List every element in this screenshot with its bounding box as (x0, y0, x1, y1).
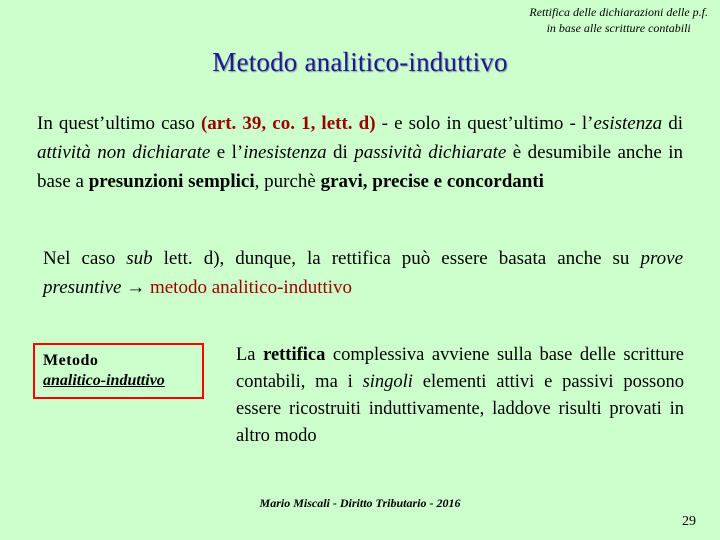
text-span: , purchè (254, 171, 321, 192)
arrow-icon: → (121, 277, 150, 298)
box-line-1: Metodo (43, 352, 99, 369)
text-span: elementi attivi e passivi possono essere ricostruiti induttivamente, laddove risulti provati in altro modo (236, 372, 684, 446)
emphasis-prove: prove presuntive (43, 248, 684, 298)
slide-footer: Mario Miscali - Diritto Tributario - 2016 (259, 496, 461, 510)
text-span: - e solo in quest’ultimo - l’ (375, 113, 594, 134)
emphasis-attivita: attività non dichiarate (37, 142, 211, 163)
page-number: 29 (682, 514, 696, 529)
text-span: lett. d), dunque, la rettifica può essere basata anche su (152, 248, 641, 269)
text-span: è desumibile anche in base a (37, 142, 683, 192)
emphasis-singoli: singoli (362, 372, 413, 392)
emphasis-sub: sub (126, 248, 153, 269)
article-reference: (art. 39, co. 1, lett. d) (200, 113, 376, 134)
paragraph-prove-presuntive (43, 244, 683, 302)
emphasis-inesistenza: inesistenza (243, 142, 327, 163)
bold-presunzioni: presunzioni semplici (88, 171, 255, 192)
text-span: di (662, 113, 683, 134)
text-span: di (326, 142, 355, 163)
emphasis-esistenza: esistenza (593, 113, 663, 134)
slide-header (529, 4, 708, 36)
header-line-2: in base alle scritture contabili (546, 21, 691, 35)
text-span: In quest’ultimo caso (37, 113, 201, 134)
metodo-label-box (33, 343, 204, 399)
paragraph-presunzioni (37, 109, 683, 196)
bold-gravi: gravi, precise e concordanti (320, 171, 544, 192)
emphasis-passivita: passività dichiarate (354, 142, 507, 163)
header-line-1: Rettifica delle dichiarazioni delle p.f. (529, 5, 708, 19)
bold-rettifica: rettifica (263, 345, 326, 365)
slide-title: Metodo analitico-induttivo (212, 47, 508, 77)
text-span: complessiva avviene sulla base delle scritture contabili, ma i (236, 345, 684, 392)
box-line-2: analitico-induttivo (43, 372, 165, 389)
text-span: La (236, 345, 264, 365)
paragraph-rettifica (236, 342, 684, 450)
text-span: e l’ (210, 142, 244, 163)
metodo-highlight: metodo analitico-induttivo (149, 277, 353, 298)
text-span: Nel caso (43, 248, 127, 269)
